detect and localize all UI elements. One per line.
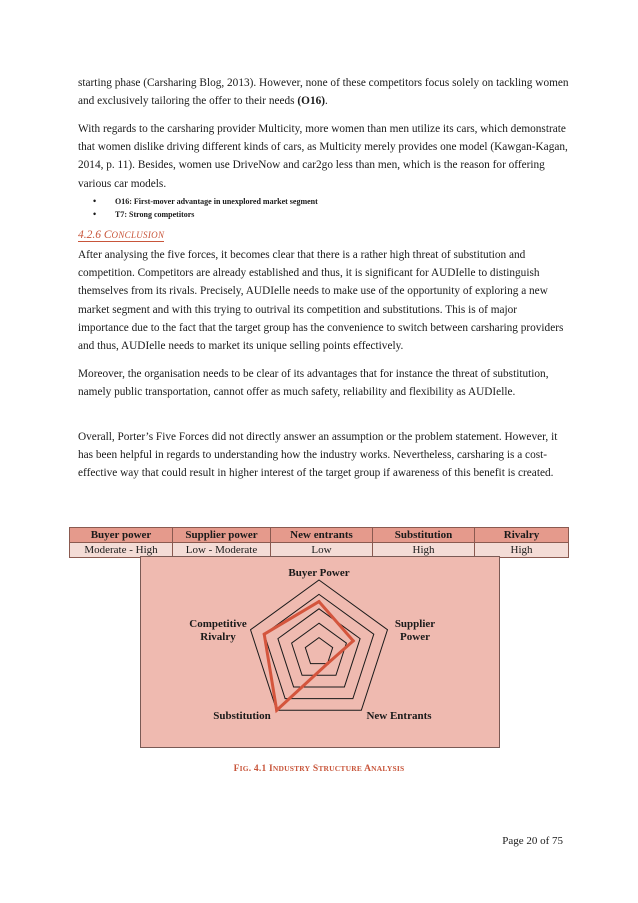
radar-axis-label-line: Competitive (189, 618, 247, 630)
radar-axis-label-line: Rivalry (200, 631, 236, 643)
figure-caption (0, 764, 638, 774)
section-title-initial: C (103, 229, 112, 241)
radar-data-point (263, 633, 266, 636)
radar-axis-label (189, 618, 247, 643)
caption-part: I (268, 764, 273, 774)
table-cell: High (373, 543, 475, 558)
radar-axis-label (288, 567, 349, 579)
table-header-cell: Substitution (373, 528, 475, 543)
radar-grid-ring (305, 638, 332, 664)
radar-data-point (275, 709, 278, 712)
radar-grid-ring (251, 580, 388, 710)
table-cell: Low (271, 543, 373, 558)
radar-data-point (326, 662, 329, 665)
bullet-item: • T7: Strong competitors (93, 208, 318, 221)
table-header-cell: Buyer power (70, 528, 173, 543)
paragraph-overall: Overall, Porter’s Five Forces did not directly answer an assumption or the problem statement. However, it has been helpful in regards to understanding how the industry works. Nevertheless, carsharing is a cost-effective way that could result in higher interest of the target group if awareness of this benefit is created. (78, 431, 558, 480)
radar-axis-label-line: Supplier (394, 618, 436, 630)
caption-part: NALYSIS (371, 764, 405, 773)
table-header-cell: Supplier power (173, 528, 271, 543)
paragraph-text: starting phase (Carsharing Blog, 2013). However, none of these competitors focus solely on tackling women and exclusively tailoring the offer to their needs (78, 77, 569, 108)
bullet-item: • O16: First-mover advantage in unexplored market segment (93, 195, 318, 208)
radar-data-point (352, 639, 355, 642)
paragraph-advantages: Moreover, the organisation needs to be clear of its advantages that for instance the threat of substitution, namely public transportation, cannot offer as much safety, reliability and flexibility as AUDIelle. (78, 368, 549, 399)
section-title-rest: ONCLUSION (111, 230, 165, 240)
paragraph-period: . (325, 95, 328, 108)
section-number: 4.2.6 (78, 229, 104, 241)
radar-axis-label-line: Buyer Power (288, 567, 350, 579)
radar-axis-label (395, 618, 435, 643)
five-forces-table (69, 527, 569, 558)
radar-axis-label-line: Power (400, 631, 430, 643)
radar-axis-label-line: New Entrants (366, 710, 432, 722)
caption-number: . 4.1 (248, 764, 269, 774)
caption-part: TRUCTURE (318, 764, 363, 773)
radar-axis-label-line: Substitution (213, 710, 271, 722)
caption-part: F (233, 764, 240, 774)
radar-data-point (318, 600, 321, 603)
swot-bullet-list (93, 195, 318, 221)
page-number: Page 20 of 75 (502, 835, 563, 847)
reference-o16: (O16) (297, 95, 325, 108)
radar-axis-label (213, 710, 270, 722)
table-cell: High (475, 543, 569, 558)
radar-series-line (264, 602, 353, 711)
radar-axis-label (366, 710, 432, 722)
caption-part: IG (239, 764, 249, 773)
paragraph-conclusion: After analysing the five forces, it becomes clear that there is a rather high threat of substitution and competition. Competitors are already established and thus, it is significant for AUDIelle to distinguish themselves from its rivals. Precisely, AUDIelle needs to make use of the opportunity of exploring a new market segment and with this trying to outrival its competition and substitutions. This is of major importance due to the fact that the target group has the convenience to switch between carsharing providers and thus, AUDIelle needs to market its unique selling points effectively. (78, 249, 564, 353)
caption-part: A (362, 764, 372, 774)
table-header-row (70, 528, 569, 543)
radar-grid-ring (292, 623, 347, 675)
table-cell: Low - Moderate (173, 543, 271, 558)
radar-chart-panel (140, 556, 500, 748)
section-heading (78, 229, 164, 242)
radar-chart (141, 557, 499, 747)
caption-part: NDUSTRY (272, 764, 311, 773)
paragraph-multicity: With regards to the carsharing provider Multicity, more women than men utilize its cars, which demonstrate that women dislike driving different kinds of cars, as Multicity merely provides one model (Kawgan-Kagan, 2014, p. 11). Besides, women use DriveNow and car2go less than men, which is the reason for offering various car models. (78, 123, 568, 190)
paragraph-competitors (78, 74, 570, 110)
table-header-cell: Rivalry (475, 528, 569, 543)
caption-part: S (310, 764, 319, 774)
table-cell: Moderate - High (70, 543, 173, 558)
table-header-cell: New entrants (271, 528, 373, 543)
